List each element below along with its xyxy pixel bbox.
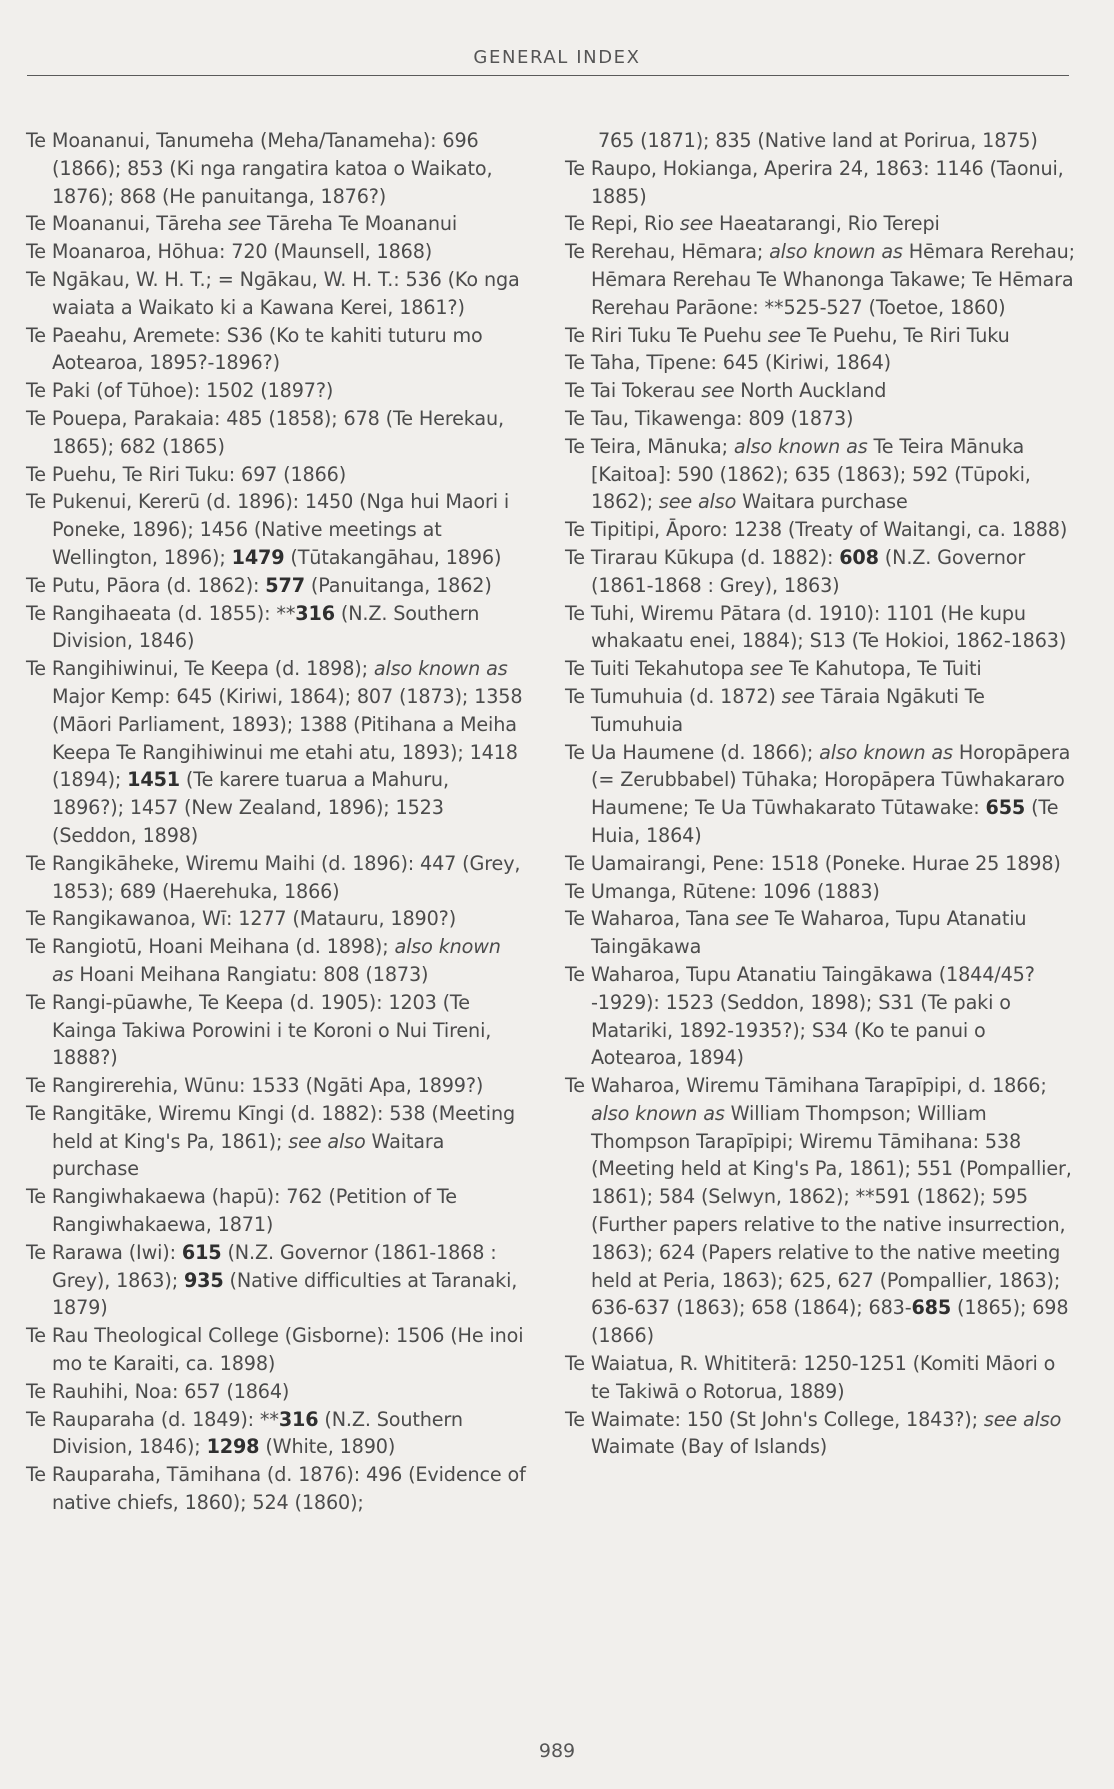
- index-entry: Te Pouepa, Parakaia: 485 (1858); 678 (Te Herekau, 1865); 682 (1865): [26, 406, 504, 458]
- index-entry: Te Rangirerehia, Wūnu: 1533 (Ngāti Apa, 1899?): [26, 1074, 484, 1098]
- index-entry: Te Tipitipi, Āporo: 1238 (Treaty of Waitangi, ca. 1888): [565, 518, 1068, 542]
- index-entry: Te Putu, Pāora (d. 1862): 577 (Panuitanga, 1862): [26, 573, 492, 597]
- index-entry: Te Moanaroa, Hōhua: 720 (Maunsell, 1868): [26, 240, 433, 264]
- index-entry: Te Waharoa, Tana see Te Waharoa, Tupu Atanatiu Taingākawa: [565, 907, 1027, 959]
- index-entry: Te Rangitāke, Wiremu Kīngi (d. 1882): 538 (Meeting held at King's Pa, 1861); see also Waitara purchase: [26, 1101, 516, 1181]
- index-entry: Te Raupo, Hokianga, Aperira 24, 1863: 1146 (Taonui, 1885): [565, 156, 1064, 208]
- index-entry: Te Rerehau, Hēmara; also known as Hēmara Rerehau; Hēmara Rerehau Te Whanonga Takawe; Te Hēmara Rerehau Parāone: **525-527 (Toetoe, 1860): [565, 240, 1075, 319]
- index-entry: Te Rangihaeata (d. 1855): **316 (N.Z. Southern Division, 1846): [26, 601, 480, 653]
- index-entry: Te Pukenui, Kererū (d. 1896): 1450 (Nga hui Maori i Poneke, 1896); 1456 (Native meetings at Wellington, 1896); 1479 (Tūtakangāhau, 1896): [26, 490, 510, 569]
- index-entry: Te Tumuhuia (d. 1872) see Tāraia Ngākuti Te Tumuhuia: [565, 684, 985, 736]
- index-entry: Te Tai Tokerau see North Auckland: [565, 379, 887, 403]
- index-entry: Te Tuhi, Wiremu Pātara (d. 1910): 1101 (He kupu whakaatu enei, 1884); S13 (Te Hokioi, 1862-1863): [565, 601, 1067, 653]
- index-entry: Te Repi, Rio see Haeatarangi, Rio Terepi: [565, 212, 940, 236]
- index-entry: Te Paki (of Tūhoe): 1502 (1897?): [26, 379, 334, 403]
- index-entry: Te Moananui, Tāreha see Tāreha Te Moananui: [26, 212, 458, 236]
- index-entry: Te Rangihiwinui, Te Keepa (d. 1898); also known as Major Kemp: 645 (Kiriwi, 1864); 807 (1873); 1358 (Māori Parliament, 1893); 1388 (Pitihana a Meiha Keepa Te Rangihiwinui me etahi atu, 1893); 1418 (1894); 1451 (Te karere tuarua a Mahuru, 1896?); 1457 (New Zealand, 1896); 1523 (Seddon, 1898): [26, 657, 523, 847]
- index-entry: Te Umanga, Rūtene: 1096 (1883): [565, 879, 880, 903]
- index-entry: Te Uamairangi, Pene: 1518 (Poneke. Hurae 25 1898): [565, 851, 1061, 875]
- index-entry: Te Puehu, Te Riri Tuku: 697 (1866): [26, 462, 347, 486]
- index-entry: Te Riri Tuku Te Puehu see Te Puehu, Te Riri Tuku: [565, 323, 1010, 347]
- index-entry: Te Waiatua, R. Whititerā: 1250-1251 (Komiti Māori o te Takiwā o Rotorua, 1889): [565, 1352, 1056, 1403]
- index-entry: Te Taha, Tīpene: 645 (Kiriwi, 1864): [565, 351, 891, 375]
- index-entry: Te Rauhihi, Noa: 657 (1864): [26, 1379, 290, 1403]
- index-entry: Te Waimate: 150 (St John's College, 1843?); see also Waimate (Bay of Islands): [565, 1407, 1062, 1459]
- running-header: GENERAL INDEX: [473, 47, 641, 68]
- index-entry: Te Rarawa (Iwi): 615 (N.Z. Governor (1861-1868 : Grey), 1863); 935 (Native difficulties at Taranaki, 1879): [26, 1240, 518, 1320]
- right-column: [565, 127, 1075, 1461]
- index-entry: Te Ngākau, W. H. T.; = Ngākau, W. H. T.: 536 (Ko nga waiata a Waikato ki a Kawana Kerei, 1861?): [26, 267, 520, 319]
- index-entry: Te Rangi-pūawhe, Te Keepa (d. 1905): 1203 (Te Kainga Takiwa Porowini i te Koroni o Nui Tireni, 1888?): [26, 990, 492, 1070]
- index-entry: Te Rangiwhakaewa (hapū): 762 (Petition of Te Rangiwhakaewa, 1871): [26, 1185, 457, 1237]
- index-entry: Te Ua Haumene (d. 1866); also known as Horopāpera (= Zerubbabel) Tūhaka; Horopāpera Tūwhakararo Haumene; Te Ua Tūwhakarato Tūtawake: 655 (Te Huia, 1864): [565, 740, 1071, 847]
- index-entry: Te Tuiti Tekahutopa see Te Kahutopa, Te Tuiti: [565, 657, 982, 681]
- index-entry: Te Rangikawanoa, Wī: 1277 (Matauru, 1890?): [26, 907, 457, 931]
- index-entry: Te Tirarau Kūkupa (d. 1882): 608 (N.Z. Governor (1861-1868 : Grey), 1863): [565, 545, 1026, 597]
- index-entry: Te Rangiotū, Hoani Meihana (d. 1898); also known as Hoani Meihana Rangiatu: 808 (1873): [26, 935, 501, 986]
- index-entry: Te Tau, Tikawenga: 809 (1873): [565, 406, 854, 430]
- index-entry: Te Rauparaha (d. 1849): **316 (N.Z. Southern Division, 1846); 1298 (White, 1890): [26, 1407, 463, 1459]
- header-rule: [27, 75, 1069, 76]
- index-entry: Te Teira, Mānuka; also known as Te Teira Mānuka [Kaitoa]: 590 (1862); 635 (1863); 592 (Tūpoki, 1862); see also Waitara purchase: [565, 434, 1031, 514]
- index-entry: Te Paeahu, Aremete: S36 (Ko te kahiti tuturu mo Aotearoa, 1895?-1896?): [26, 323, 483, 375]
- index-entry-continuation: 765 (1871); 835 (Native land at Porirua, 1875): [598, 129, 1038, 152]
- index-entry: Te Moananui, Tanumeha (Meha/Tanameha): 696 (1866); 853 (Ki nga rangatira katoa o Waikato, 1876); 868 (He panuitanga, 1876?): [26, 129, 493, 208]
- page-number: 989: [538, 1740, 576, 1762]
- left-column: [26, 127, 526, 1517]
- index-entry: Te Waharoa, Wiremu Tāmihana Tarapīpipi, d. 1866; also known as William Thompson; William Thompson Tarapīpipi; Wiremu Tāmihana: 538 (Meeting held at King's Pa, 1861); 551 (Pompallier, 1861); 584 (Selwyn, 1862); **591 (1862); 595 (Further papers relative to the native insurrection, 1863); 624 (Papers relative to the native meeting held at Peria, 1863); 625, 627 (Pompallier, 1863); 636-637 (1863); 658 (1864); 683-685 (1865); 698 (1866): [565, 1074, 1072, 1348]
- index-entry: Te Rauparaha, Tāmihana (d. 1876): 496 (Evidence of native chiefs, 1860); 524 (1860);: [26, 1463, 526, 1515]
- index-entry: Te Rangikāheke, Wiremu Maihi (d. 1896): 447 (Grey, 1853); 689 (Haerehuka, 1866): [26, 851, 521, 903]
- index-entry: Te Rau Theological College (Gisborne): 1506 (He inoi mo te Karaiti, ca. 1898): [26, 1324, 524, 1376]
- index-entry: Te Waharoa, Tupu Atanatiu Taingākawa (1844/45?-1929): 1523 (Seddon, 1898); S31 (Te paki o Matariki, 1892-1935?); S34 (Ko te panui o Aotearoa, 1894): [565, 962, 1035, 1070]
